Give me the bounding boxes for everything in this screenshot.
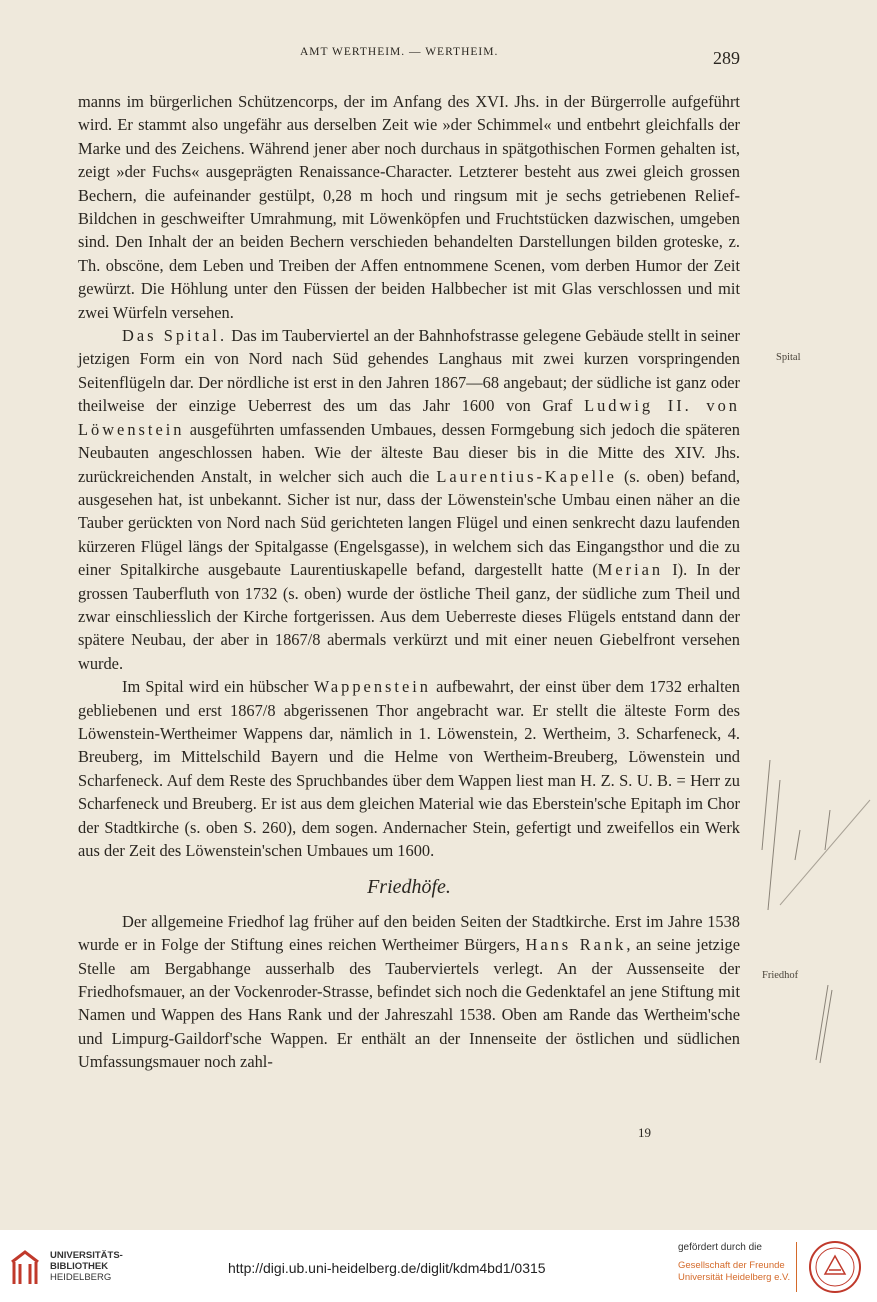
- page-number: 289: [713, 48, 740, 68]
- signature-mark: 19: [638, 1125, 651, 1140]
- library-name[interactable]: [50, 1250, 123, 1283]
- library-line: BIBLIOTHEK: [50, 1261, 109, 1272]
- text-span: , an seine jetzige Stelle am Bergabhange ausserhalb des Tauberviertels verlegt. An der Aussenseite der Friedhofsmauer, an der Vockenroder-Strasse, befindet sich noch die Gedenktafel an jene Stiftung mit Namen und Wappen des Hans Rank und der Jahreszahl 1538. Oben am Rande das Wertheim'sche und Limpurg-Gaildorf'sche Wappen. Er enthält an der Innenseite der östlichen und südlichen Umfassungsmauer noch zahl-: [78, 935, 740, 1072]
- margin-note-spital: Spital: [776, 352, 801, 363]
- text-body: [78, 90, 740, 1074]
- text-span: I). In der grossen Tauberfluth von 1732 (s. oben) wurde der östliche Theil ganz, der südliche zum Theil und zwar einschliesslich der Kirche fortgerissen. Aus dem Ueberreste dieses Flügels entstand dann der spätere Neubau, der aber in 1867/8 abermals verkürzt und mit einer neuen Giebelfront versehen wurde.: [78, 560, 740, 673]
- library-line: UNIVERSITÄTS-: [50, 1250, 123, 1261]
- spital-lead: Das Spital.: [122, 326, 228, 346]
- section-heading: Friedhöfe.: [367, 876, 451, 899]
- library-logo-icon: [10, 1248, 40, 1288]
- library-line: HEIDELBERG: [50, 1272, 112, 1283]
- sponsor-line: Universität Heidelberg e.V.: [678, 1272, 791, 1283]
- pencil-marks-icon: [808, 985, 838, 1065]
- text-span: (s. oben) befand, ausgesehen hat, ist unbekannt. Sicher ist nur, dass der Löwenstein'sche Umbau einen näher an die Tauber gerückten von Nord nach Süd gerichteten langen Flügel und einen senkrecht dazu laufenden kürzeren Flügel längs der Spitalgasse (Engelsgasse), in welchem sich das Eingangsthor und die zu einer Spitalkirche ausgebaute Laurentiuskapelle befand, dargestellt hatte (: [78, 466, 740, 580]
- chapel-name: Laurentius-Kapelle: [436, 466, 617, 486]
- running-header: [0, 46, 877, 70]
- sponsor-name[interactable]: [678, 1260, 790, 1284]
- sponsor-line: Gesellschaft der Freunde: [678, 1260, 785, 1271]
- person-name: Ludwig II. von Löwenstein: [78, 396, 740, 439]
- paragraph-1: manns im bürgerlichen Schützencorps, der im Anfang des XVI. Jhs. in der Bürgerrolle aufgeführt wird. Er stammt also ungefähr aus derselben Zeit wie »der Schimmel« und entbehrt gleichfalls der Marke und des Zeichens. Während jener aber noch durchaus in spätgothischen Formen gehalten ist, zeigt »der Fuchs« ausgeprägten Renaissance-Character. Letzterer besteht aus zwei gleich grossen Bechern, die aufeinander gestülpt, 0,28 m hoch und ringsum mit je sechs getriebenen Relief-Bildchen in geschweifter Umrahmung, mit Löwenköpfen und Fruchtstücken dazwischen, umgeben sind. Den Inhalt der an beiden Bechern verschieden behandelten Darstellungen bilden groteske, z. Th. obscöne, dem Leben und Treiben der Affen entnommene Scenen, vom derben Humor der Zeit gewürzt. Die Höhlung unter den Füssen der beiden Halbbecher ist mit Glas verschlossen und mit zwei Würfeln versehen.: [78, 92, 740, 322]
- running-title: AMT WERTHEIM. — WERTHEIM.: [300, 46, 499, 58]
- margin-note-friedhof: Friedhof: [762, 970, 799, 981]
- paragraph-wappenstein: [78, 675, 740, 862]
- text-span: Das im Tauberviertel an der Bahnhofstrasse gelegene Gebäude stellt in seiner jetzigen Form ein von Nord nach Süd gehendes Langhaus mit zwei kurzen vorspringenden Seitenflügeln dar. Der nördliche ist erst in den Jahren 1867—68 angebaut; der südliche ist ganz oder theilweise der einzige Ueberrest des um das Jahr 1600 von Graf: [78, 326, 740, 416]
- object-name: Wappenstein: [313, 677, 431, 697]
- viewer-footer: [0, 1230, 877, 1302]
- paragraph-spital: [78, 324, 740, 675]
- source-name: Merian: [597, 560, 664, 580]
- text-span: Der allgemeine Friedhof lag früher auf den beiden Seiten der Stadtkirche. Erst im Jahre 1538 wurde er in Folge der Stiftung eines reichen Wertheimer Bürgers,: [78, 911, 740, 955]
- person-name: Hans Rank: [525, 935, 627, 955]
- text-span: Im Spital wird ein hübscher: [122, 677, 314, 697]
- sponsor-caption: gefördert durch die: [678, 1242, 762, 1253]
- pencil-marks-icon: [740, 760, 875, 920]
- text-span: ausgeführten umfassenden Umbaues, dessen Formgebung sich jedoch die späteren Neubauten angeschlossen haben. Wie der älteste Bau dieser bis in die Mitte des XIV. Jhs. zurückreichenden Anstalt, in welcher sich auch die: [78, 419, 740, 486]
- permalink-url[interactable]: http://digi.ub.uni-heidelberg.de/diglit/kdm4bd1/0315: [228, 1260, 546, 1276]
- text-span: aufbewahrt, der einst über dem 1732 erhalten gebliebenen und erst 1867/8 abgerissenen Thor angebracht war. Er stellt die älteste Form des Löwenstein-Wertheimer Wappens dar, nämlich in 1. Löwenstein, 2. Wertheim, 3. Scharfeneck, 4. Breuberg, im Mittelschild Bayern und die Helme von Wertheim-Breuberg, Löwenstein und Scharfeneck. Auf dem Reste des Spruchbandes über dem Wappen liest man H. Z. S. U. B. = Herr zu Scharfeneck und Breuberg. Er ist aus dem gleichen Material wie das Eberstein'sche Epitaph im Chor der Stadtkirche (s. oben S. 260), dem sogen. Andernacher Stein, gefertigt und zweifellos ein Werk aus der Zeit des Löwenstein'schen Umbaues um 1600.: [78, 677, 740, 860]
- divider: [796, 1242, 797, 1292]
- university-seal-icon: [808, 1240, 862, 1294]
- paragraph-friedhof: [78, 910, 740, 1074]
